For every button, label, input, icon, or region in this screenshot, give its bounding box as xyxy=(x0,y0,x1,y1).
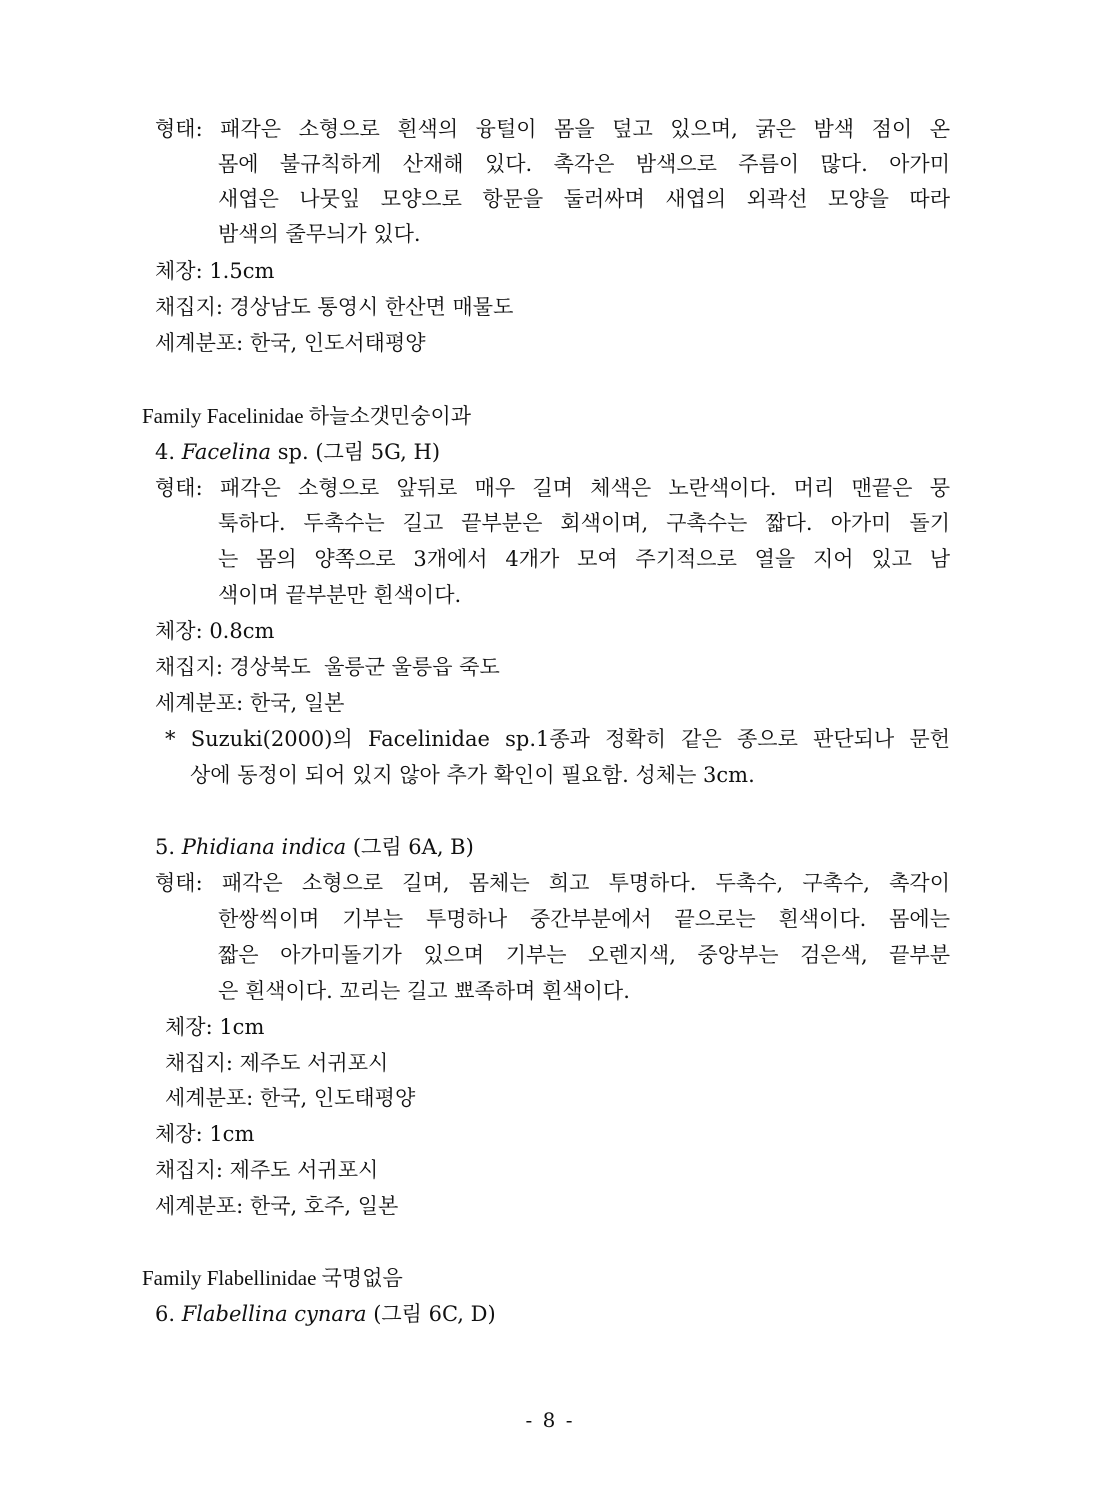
body-length-text: 체장: 1cm xyxy=(165,1015,265,1039)
morphology-text: 한쌍씩이며 기부는 투명하나 중간부분에서 끝으로는 흰색이다. 몸에는 xyxy=(218,907,950,931)
species-heading xyxy=(0,832,1100,862)
collection-locality xyxy=(0,292,1100,322)
morphology-line xyxy=(0,219,1100,249)
morphology-text: 새엽은 나뭇잎 모양으로 항문을 둘러싸며 새엽의 외곽선 모양을 따라 xyxy=(218,187,950,211)
species-name: Flabellina cynara xyxy=(181,1302,367,1326)
locality-text: 채집지: 경상남도 통영시 한산면 매물도 xyxy=(155,295,514,319)
world-distribution xyxy=(0,328,1100,358)
body-length xyxy=(0,616,1100,646)
collection-locality xyxy=(0,1048,1100,1078)
locality-text: 채집지: 제주도 서귀포시 xyxy=(155,1158,379,1182)
species-heading xyxy=(0,437,1100,467)
distribution-text: 세계분포: 한국, 인도태평양 xyxy=(165,1086,416,1110)
morphology-line xyxy=(0,473,1100,503)
morphology-text: 형태: 패각은 소형으로 흰색의 융털이 몸을 덮고 있으며, 굵은 밤색 점이 온 xyxy=(155,117,950,141)
body-length-text: 체장: 0.8cm xyxy=(155,619,275,643)
morphology-text: 형태: 패각은 소형으로 길며, 몸체는 희고 투명하다. 두촉수, 구촉수, 촉각이 xyxy=(155,871,950,895)
note-line xyxy=(0,760,1100,790)
morphology-line xyxy=(0,544,1100,574)
body-length xyxy=(0,1012,1100,1042)
morphology-line xyxy=(0,508,1100,538)
morphology-text: 밤색의 줄무늬가 있다. xyxy=(218,222,421,246)
morphology-line xyxy=(0,149,1100,179)
morphology-text: 형태: 패각은 소형으로 앞뒤로 매우 길며 체색은 노란색이다. 머리 맨끝은 뭉 xyxy=(155,476,950,500)
world-distribution xyxy=(0,1191,1100,1221)
collection-locality xyxy=(0,1155,1100,1185)
note-line xyxy=(0,724,1100,754)
morphology-text: 은 흰색이다. 꼬리는 길고 뾰족하며 흰색이다. xyxy=(218,979,630,1003)
species-figure-ref: (그림 6C, D) xyxy=(366,1302,496,1326)
morphology-line xyxy=(0,580,1100,610)
morphology-line xyxy=(0,976,1100,1006)
body-length-text: 체장: 1.5cm xyxy=(155,259,275,283)
distribution-text: 세계분포: 한국, 인도서태평양 xyxy=(155,331,426,355)
species-heading xyxy=(0,1299,1100,1329)
morphology-text: 짧은 아가미돌기가 있으며 기부는 오렌지색, 중앙부는 검은색, 끝부분 xyxy=(218,943,950,967)
locality-text: 채집지: 경상북도 울릉군 울릉읍 죽도 xyxy=(155,655,500,679)
family-heading xyxy=(0,401,1100,431)
body-length xyxy=(0,256,1100,286)
page-number: - 8 - xyxy=(525,1408,575,1432)
species-number: 6. xyxy=(155,1302,176,1326)
body-length xyxy=(0,1119,1100,1149)
world-distribution xyxy=(0,1083,1100,1113)
morphology-text: 툭하다. 두촉수는 길고 끝부분은 회색이며, 구촉수는 짧다. 아가미 돌기 xyxy=(218,511,950,535)
world-distribution xyxy=(0,688,1100,718)
species-number: 5. xyxy=(155,835,176,859)
species-figure-ref: sp. (그림 5G, H) xyxy=(271,440,441,464)
family-heading-text: Family Flabellinidae 국명없음 xyxy=(142,1266,403,1290)
distribution-text: 세계분포: 한국, 호주, 일본 xyxy=(155,1194,399,1218)
collection-locality xyxy=(0,652,1100,682)
morphology-line xyxy=(0,184,1100,214)
body-length-text: 체장: 1cm xyxy=(155,1122,255,1146)
morphology-line xyxy=(0,114,1100,144)
note-text: * Suzuki(2000)의 Facelinidae sp.1종과 정확히 같은 종으로 판단되나 문헌 xyxy=(165,727,950,751)
species-figure-ref: (그림 6A, B) xyxy=(346,835,474,859)
morphology-text: 색이며 끝부분만 흰색이다. xyxy=(218,583,462,607)
morphology-text: 몸에 불규칙하게 산재해 있다. 촉각은 밤색으로 주름이 많다. 아가미 xyxy=(218,152,950,176)
family-heading-text: Family Facelinidae 하늘소갯민숭이과 xyxy=(142,404,472,428)
morphology-line xyxy=(0,904,1100,934)
locality-text: 채집지: 제주도 서귀포시 xyxy=(165,1051,389,1075)
distribution-text: 세계분포: 한국, 일본 xyxy=(155,691,345,715)
species-number: 4. xyxy=(155,440,176,464)
species-name: Phidiana indica xyxy=(181,835,347,859)
species-genus: Facelina xyxy=(181,440,272,464)
family-heading xyxy=(0,1263,1100,1293)
note-text: 상에 동정이 되어 있지 않아 추가 확인이 필요함. 성체는 3cm. xyxy=(190,763,755,787)
morphology-text: 는 몸의 양쪽으로 3개에서 4개가 모여 주기적으로 열을 지어 있고 남 xyxy=(218,547,950,571)
morphology-line xyxy=(0,940,1100,970)
morphology-line xyxy=(0,868,1100,898)
